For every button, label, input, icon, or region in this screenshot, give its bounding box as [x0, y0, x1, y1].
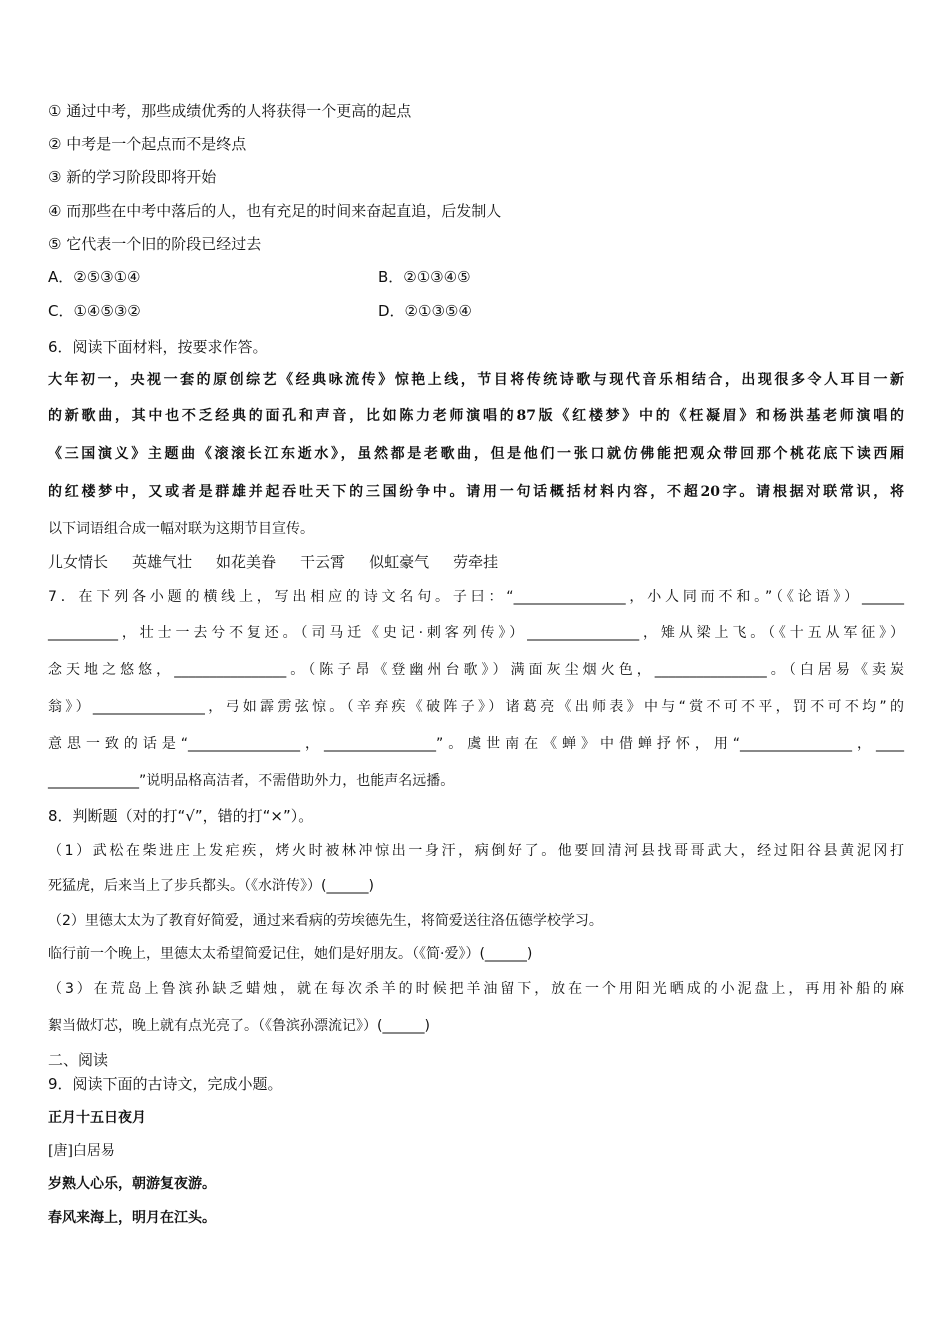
q8-item-1-line-1: （1）武松在柴进庄上发疟疾，烤火时被林冲惊出一身汗，病倒好了。他要回清河县找哥哥武大，经过阳谷县黄泥冈打: [48, 843, 904, 859]
q5-option-b: B．②①③④⑤: [378, 268, 471, 286]
q5-option-c: C．①④⑤③②: [48, 302, 141, 320]
q5-item-3: ③ 新的学习阶段即将开始: [48, 168, 217, 186]
q5-item-5: ⑤ 它代表一个旧的阶段已经过去: [48, 235, 262, 253]
q8-item-2-line-1: （2）里德太太为了教育好简爱，通过来看病的劳埃德先生，将简爱送往洛伍德学校学习。: [48, 913, 603, 929]
q7-line-4: 翁》）________________，弓如霹雳弦惊。（辛弃疾《破阵子》）诸葛亮《出师表》中与“赏不可不平，罚不可不均”的: [48, 699, 904, 715]
poem-line-1: 岁熟人心乐，朝游复夜游。: [48, 1176, 216, 1192]
q5-item-1: ① 通过中考，那些成绩优秀的人将获得一个更高的起点: [48, 102, 412, 120]
q5-option-a: A．②⑤③①④: [48, 268, 141, 286]
q8-item-2-line-2: 临行前一个晚上，里德太太希望简爱记住，她们是好朋友。（《简·爱》）(______): [48, 946, 533, 962]
q6-material-line-2: 的新歌曲，其中也不乏经典的面孔和声音，比如陈力老师演唱的87版《红楼梦》中的《枉凝眉》和杨洪基老师演唱的: [48, 408, 904, 424]
q8-item-3-line-2: 絮当做灯芯，晚上就有点光亮了。（《鲁滨孙漂流记》）(______): [48, 1018, 430, 1034]
q7-line-1: 7．在下列各小题的横线上，写出相应的诗文名句。子曰：“________________，小人同而不和。”（《论语》）______: [48, 589, 904, 605]
q5-option-d: D．②①③⑤④: [378, 302, 472, 320]
q6-title: 6．阅读下面材料，按要求作答。: [48, 338, 268, 356]
q6-word: 干云霄: [300, 553, 346, 571]
q6-material-line-3: 《三国演义》主题曲《滚滚长江东逝水》，虽然都是老歌曲，但是他们一张口就仿佛能把观众带回那个桃花底下读西厢: [48, 446, 904, 462]
q7-line-3: 念天地之悠悠，________________。（陈子昂《登幽州台歌》）满面灰尘烟火色，________________。（白居易《卖炭: [48, 662, 904, 678]
q6-word: 如花美眷: [216, 553, 277, 571]
q8-item-3-line-1: （3）在荒岛上鲁滨孙缺乏蜡烛，就在每次杀羊的时候把羊油留下，放在一个用阳光晒成的小泥盘上，再用补船的麻: [48, 981, 904, 997]
q9-title: 9．阅读下面的古诗文，完成小题。: [48, 1075, 283, 1093]
q7-line-2: __________，壮士一去兮不复还。（司马迁《史记·刺客列传》）________________，雉从梁上飞。（《十五从军征》）: [48, 625, 904, 641]
q6-word-list: [48, 551, 498, 573]
q6-material-line-1: 大年初一，央视一套的原创综艺《经典咏流传》惊艳上线，节目将传统诗歌与现代音乐相结合，出现很多令人耳目一新: [48, 372, 904, 388]
q6-word: 英雄气壮: [132, 553, 193, 571]
q7-line-6: _____________”说明品格高洁者，不需借助外力，也能声名远播。: [48, 773, 455, 789]
q6-word: 儿女情长: [48, 553, 109, 571]
q5-item-4: ④ 而那些在中考中落后的人，也有充足的时间来奋起直追，后发制人: [48, 202, 502, 220]
poem-line-2: 春风来海上，明月在江头。: [48, 1210, 216, 1226]
q8-item-1-line-2: 死猛虎，后来当上了步兵都头。（《水浒传》）(______): [48, 878, 374, 894]
section-heading: 二、阅读: [48, 1051, 109, 1069]
q6-word: 似虹豪气: [369, 553, 430, 571]
poem-author: [唐]白居易: [48, 1143, 115, 1159]
q6-word: 劳牵挂: [453, 553, 499, 571]
q7-line-5: 意思一致的话是“________________，________________”。虞世南在《蝉》中借蝉抒怀，用“________________，____: [48, 736, 904, 752]
q5-item-2: ② 中考是一个起点而不是终点: [48, 135, 247, 153]
poem-title: 正月十五日夜月: [48, 1110, 146, 1126]
q6-material-line-4: 的红楼梦中，又或者是群雄并起吞吐天下的三国纷争中。请用一句话概括材料内容，不超20字。请根据对联常识，将: [48, 484, 904, 500]
q8-title: 8．判断题（对的打“√”，错的打“×”）。: [48, 807, 314, 825]
q6-material-line-5: 以下词语组合成一幅对联为这期节目宣传。: [48, 521, 314, 537]
